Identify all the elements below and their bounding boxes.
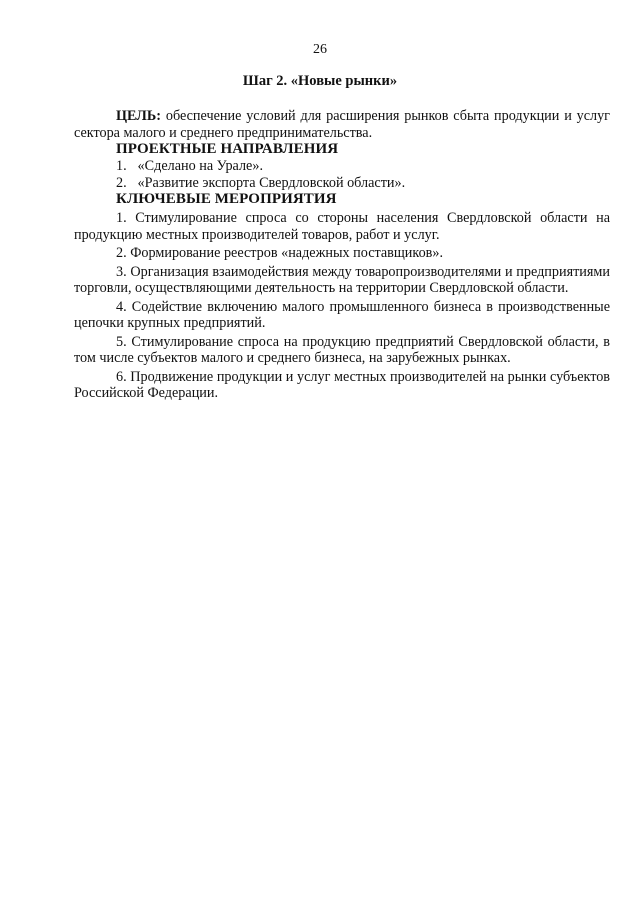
key-activities-title: КЛЮЧЕВЫЕ МЕРОПРИЯТИЯ bbox=[116, 191, 337, 207]
list-text: Организация взаимодействия между товаропроизводителями и предприятиями торговли, осуществляющими деятельность на территории Свердловской области. bbox=[74, 263, 610, 296]
goal-label: ЦЕЛЬ: bbox=[116, 108, 161, 124]
activity-item-5 bbox=[74, 334, 610, 367]
list-text: «Сделано на Урале». bbox=[137, 158, 263, 174]
list-number: 2. bbox=[116, 174, 127, 191]
list-text: Продвижение продукции и услуг местных производителей на рынки субъектов Российской Федерации. bbox=[74, 368, 611, 401]
list-text: Содействие включению малого промышленного бизнеса в производственные цепочки крупных предприятий. bbox=[74, 298, 611, 331]
activity-item-4 bbox=[74, 299, 610, 332]
direction-item-2 bbox=[74, 175, 610, 192]
goal-paragraph bbox=[74, 108, 610, 141]
list-number: 1. bbox=[116, 158, 127, 174]
list-number: 5. bbox=[116, 333, 127, 350]
activity-item-3 bbox=[74, 264, 610, 297]
list-text: «Развитие экспорта Свердловской области». bbox=[137, 174, 406, 191]
goal-text: обеспечение условий для расширения рынков сбыта продукции и услуг сектора малого и среднего предпринимательства. bbox=[74, 108, 611, 141]
page-number: 26 bbox=[313, 42, 327, 57]
list-number: 6. bbox=[116, 368, 127, 385]
direction-item-1 bbox=[74, 158, 610, 175]
project-directions-title: ПРОЕКТНЫЕ НАПРАВЛЕНИЯ bbox=[116, 141, 339, 157]
list-number: 4. bbox=[116, 298, 127, 315]
list-text: Стимулирование спроса со стороны населения Свердловской области на продукцию местных производителей товаров, работ и услуг. bbox=[74, 210, 610, 243]
page-heading: Шаг 2. «Новые рынки» bbox=[242, 73, 398, 89]
activity-item-6 bbox=[74, 369, 610, 402]
list-number: 2. bbox=[116, 245, 127, 261]
list-number: 3. bbox=[116, 263, 127, 280]
list-text: Формирование реестров «надежных поставщиков». bbox=[130, 245, 444, 261]
activity-item-2 bbox=[74, 245, 610, 262]
list-text: Стимулирование спроса на продукцию предприятий Свердловской области, в том числе субъектов малого и среднего бизнеса, на зарубежных рынках. bbox=[74, 333, 611, 366]
activity-item-1 bbox=[74, 210, 610, 243]
document-body bbox=[74, 108, 610, 402]
list-number: 1. bbox=[116, 210, 127, 226]
